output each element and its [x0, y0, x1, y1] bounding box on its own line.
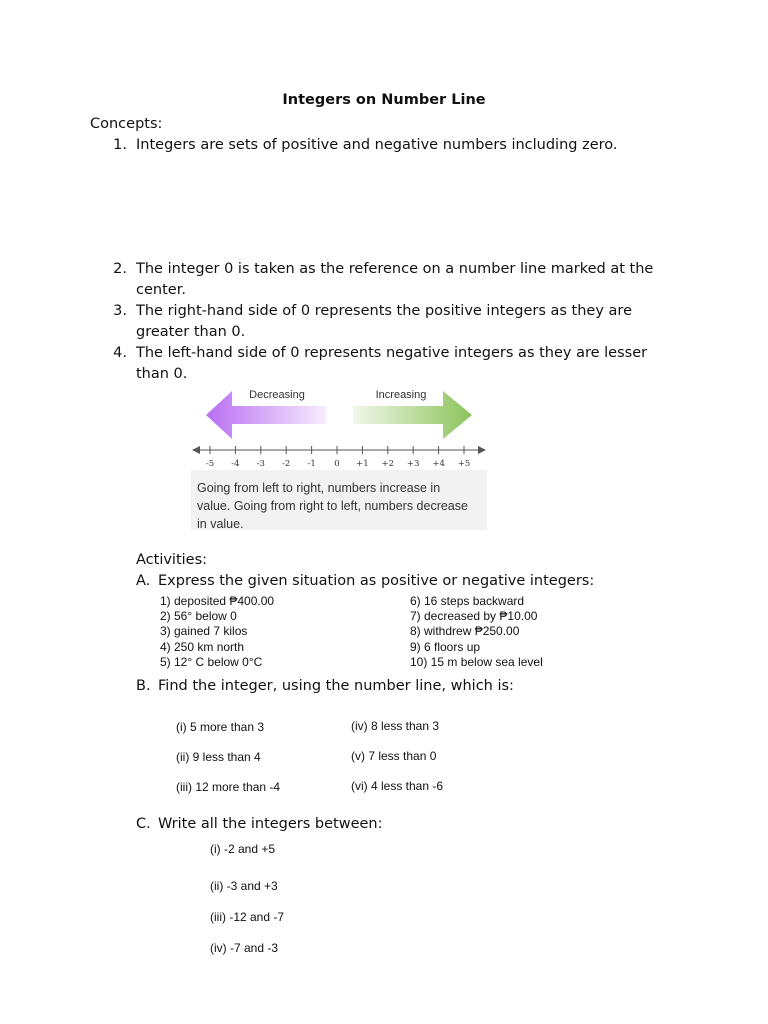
tick-label: +2: [381, 459, 395, 469]
increasing-label: Increasing: [375, 389, 427, 401]
page-title: Integers on Number Line: [282, 92, 486, 108]
list-item: 6) 16 steps backward: [410, 594, 525, 608]
tick-label: -3: [256, 459, 265, 469]
activity-a-instruction: Express the given situation as positive or negative integers:: [158, 573, 595, 589]
activity-a-label: A.: [136, 573, 151, 589]
axis-left-arrowhead: [192, 446, 200, 454]
concept-item-3: [0, 301, 768, 343]
list-item: (ii) 9 less than 4: [176, 750, 261, 764]
activities-heading: Activities:: [136, 552, 208, 568]
list-item: 8) withdrew ₱250.00: [410, 624, 520, 639]
list-item: 5) 12° C below 0°C: [160, 654, 263, 669]
concept-text-continued: center.: [136, 282, 186, 298]
list-item: 7) decreased by ₱10.00: [410, 609, 538, 624]
concept-text-continued: than 0.: [136, 366, 188, 382]
concept-text: The left-hand side of 0 represents negative integers as they are lesser: [136, 345, 648, 361]
activity-c-instruction: Write all the integers between:: [158, 816, 383, 832]
activity-a-left-list: [160, 594, 274, 670]
number-line-caption-box: [191, 470, 487, 530]
tick-label: 0: [334, 459, 340, 469]
list-item: (vi) 4 less than -6: [351, 779, 444, 793]
tick-label: -1: [307, 459, 316, 469]
concept-text: Integers are sets of positive and negative numbers including zero.: [136, 137, 618, 153]
list-item: (iv) 8 less than 3: [351, 719, 440, 733]
concept-text-continued: greater than 0.: [136, 324, 246, 340]
activity-b-instruction: Find the integer, using the number line, which is:: [158, 678, 514, 694]
activity-c-label: C.: [136, 816, 151, 832]
axis-right-arrowhead: [478, 446, 486, 454]
tick-label: +3: [406, 459, 420, 469]
list-item: (i) 5 more than 3: [176, 720, 265, 734]
activity-c-item-1: (i) -2 and +5: [210, 842, 276, 856]
concept-number: 4.: [113, 345, 127, 361]
caption-line: value. Going from right to left, numbers decrease: [197, 499, 468, 513]
tick-label: -2: [282, 459, 291, 469]
concept-item-4: [0, 343, 768, 385]
tick-label: -5: [205, 459, 215, 469]
concept-text: The integer 0 is taken as the reference on a number line marked at the: [136, 261, 654, 277]
concept-number: 2.: [113, 261, 127, 277]
list-item: 3) gained 7 kilos: [160, 624, 248, 639]
list-item: 4) 250 km north: [160, 639, 245, 654]
list-item: (v) 7 less than 0: [351, 749, 437, 763]
tick-label: +4: [432, 459, 445, 469]
concepts-heading: Concepts:: [90, 116, 163, 132]
list-item: 9) 6 floors up: [410, 639, 481, 654]
decreasing-label: Decreasing: [249, 389, 305, 401]
tick-label: +1: [356, 459, 369, 469]
number-line-caption: [191, 470, 487, 533]
caption-line: Going from left to right, numbers increase in: [197, 481, 441, 495]
activity-b-right-list: [351, 711, 443, 801]
activity-c-item-3: (iii) -12 and -7: [210, 910, 285, 924]
concept-text: The right-hand side of 0 represents the positive integers as they are: [136, 303, 632, 319]
list-item: 1) deposited ₱400.00: [160, 594, 275, 608]
activity-c-item-2: (ii) -3 and +3: [210, 879, 278, 893]
caption-line: in value.: [197, 517, 244, 531]
activity-b-left-list: [176, 712, 280, 802]
tick-label: +5: [457, 459, 471, 469]
tick-label: -4: [231, 459, 240, 469]
list-item: (iii) 12 more than -4: [176, 780, 281, 794]
list-item: 10) 15 m below sea level: [410, 654, 543, 669]
concept-number: 1.: [113, 137, 127, 153]
concept-number: 3.: [113, 303, 127, 319]
activity-a-right-list: [410, 594, 543, 670]
number-line-graphic: [190, 384, 488, 476]
number-line-figure: [190, 384, 488, 530]
concept-item-1: [0, 135, 768, 156]
activity-b-label: B.: [136, 678, 151, 694]
activity-c-item-4: (iv) -7 and -3: [210, 941, 279, 955]
concept-item-2: [0, 259, 768, 301]
list-item: 2) 56° below 0: [160, 609, 237, 624]
